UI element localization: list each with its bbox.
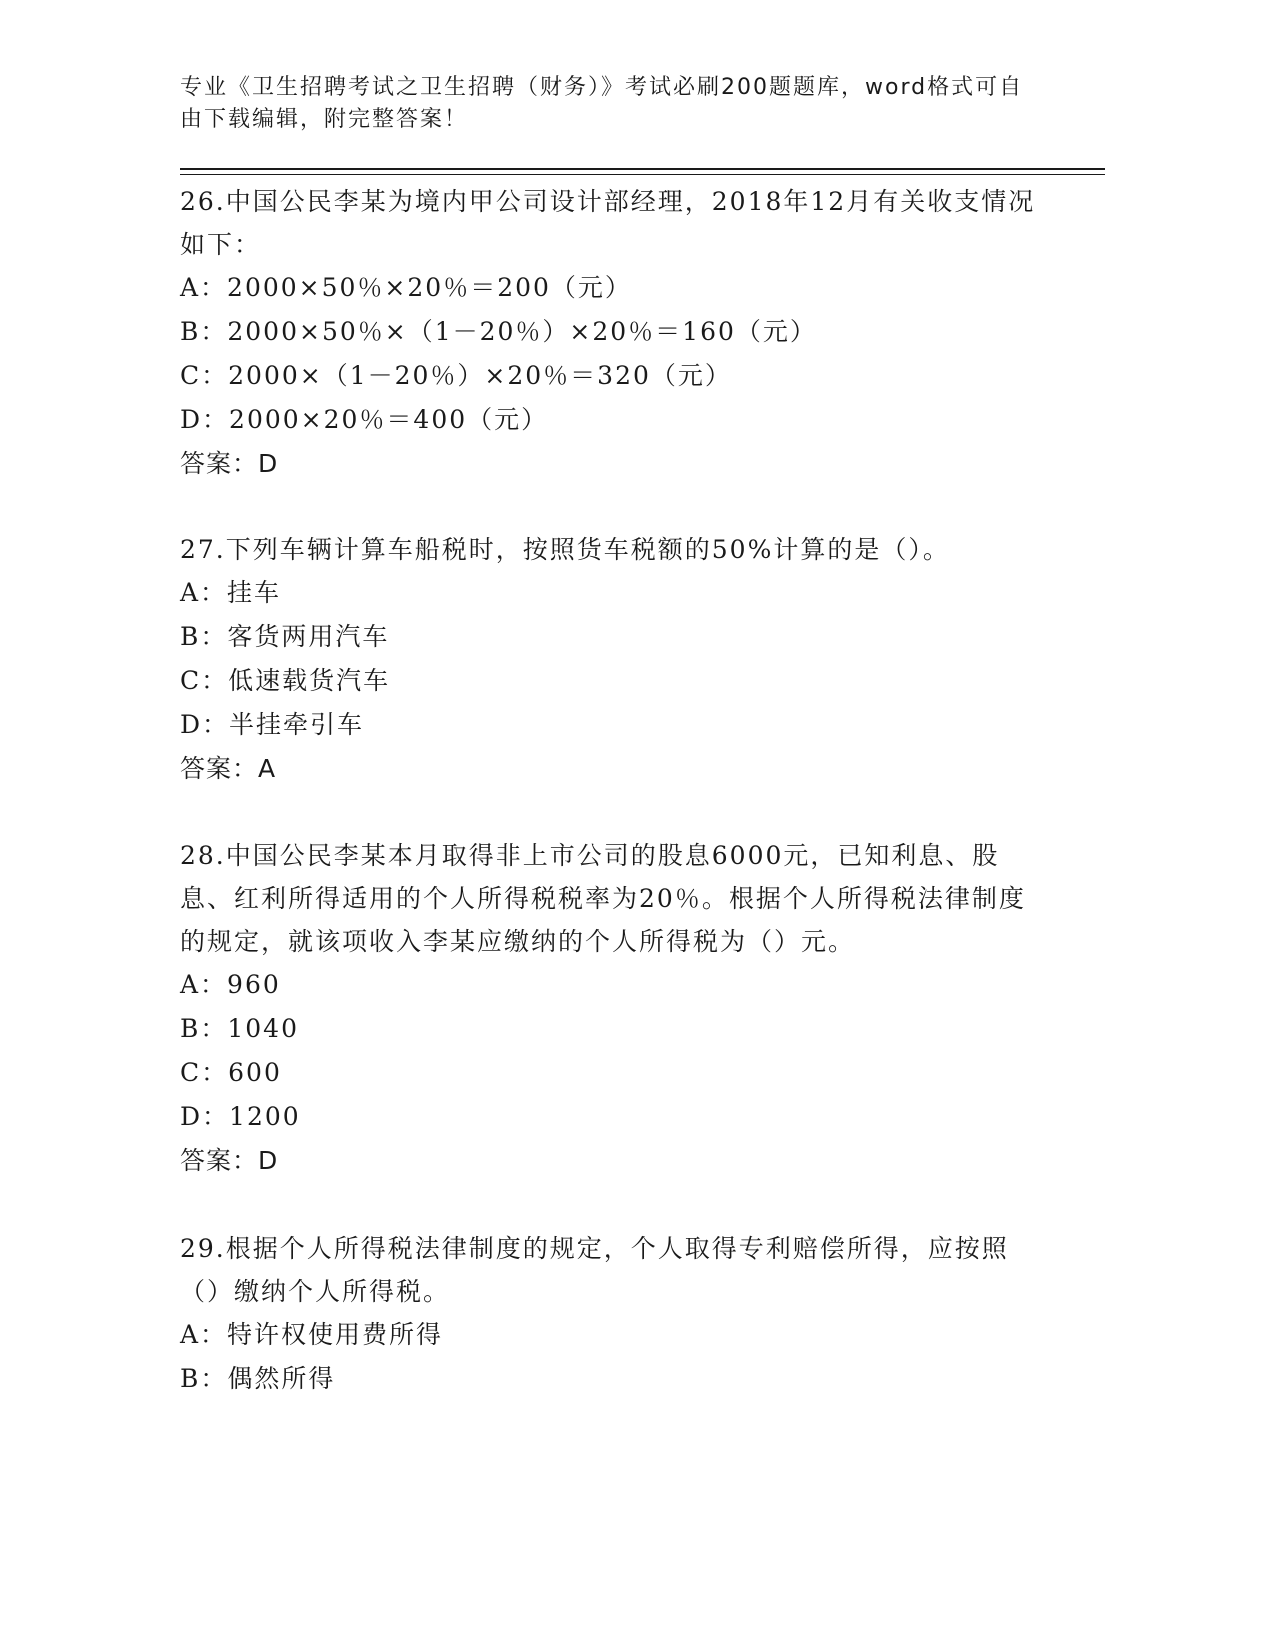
option-a: A：特许权使用费所得 (180, 1320, 444, 1349)
option-d: D：2000×20％＝400（元） (180, 405, 549, 434)
answer-line: 答案：D (180, 449, 279, 478)
option-d: D：半挂牵引车 (180, 710, 365, 739)
answer-line: 答案：D (180, 1146, 279, 1175)
question-27 (180, 528, 1040, 791)
option-b: B：1040 (180, 1014, 299, 1043)
question-text: 26.中国公民李某为境内甲公司设计部经理，2018年12月有关收支情况如下： (180, 187, 1036, 259)
question-28 (180, 834, 1040, 1183)
option-c: C：2000×（1－20％）×20％＝320（元） (180, 361, 732, 390)
document-header: 专业《卫生招聘考试之卫生招聘（财务）》考试必刷200题题库，word格式可自由下载编辑，附完整答案！ (180, 75, 1024, 132)
option-a: A：960 (180, 970, 281, 999)
option-b: B：2000×50％×（1－20％）×20％＝160（元） (180, 317, 817, 346)
question-text: 28.中国公民李某本月取得非上市公司的股息6000元，已知利息、股息、红利所得适用的个人所得税税率为20％。根据个人所得税法律制度的规定，就该项收入李某应缴纳的个人所得税为（）元。 (180, 841, 1026, 956)
header-divider-thick (180, 168, 1105, 170)
option-b: B：偶然所得 (180, 1364, 336, 1393)
answer-line: 答案：A (180, 754, 277, 783)
option-c: C：600 (180, 1058, 282, 1087)
option-c: C：低速载货汽车 (180, 666, 391, 695)
question-text: 29.根据个人所得税法律制度的规定，个人取得专利赔偿所得，应按照（）缴纳个人所得税。 (180, 1234, 1009, 1306)
option-a: A：挂车 (180, 578, 282, 607)
option-a: A：2000×50％×20％＝200（元） (180, 273, 632, 302)
header-divider-thin (180, 174, 1105, 175)
question-text: 27.下列车辆计算车船税时，按照货车税额的50%计算的是（）。 (180, 535, 950, 564)
question-26 (180, 180, 1040, 486)
question-29 (180, 1227, 1040, 1401)
option-d: D：1200 (180, 1102, 301, 1131)
option-b: B：客货两用汽车 (180, 622, 390, 651)
